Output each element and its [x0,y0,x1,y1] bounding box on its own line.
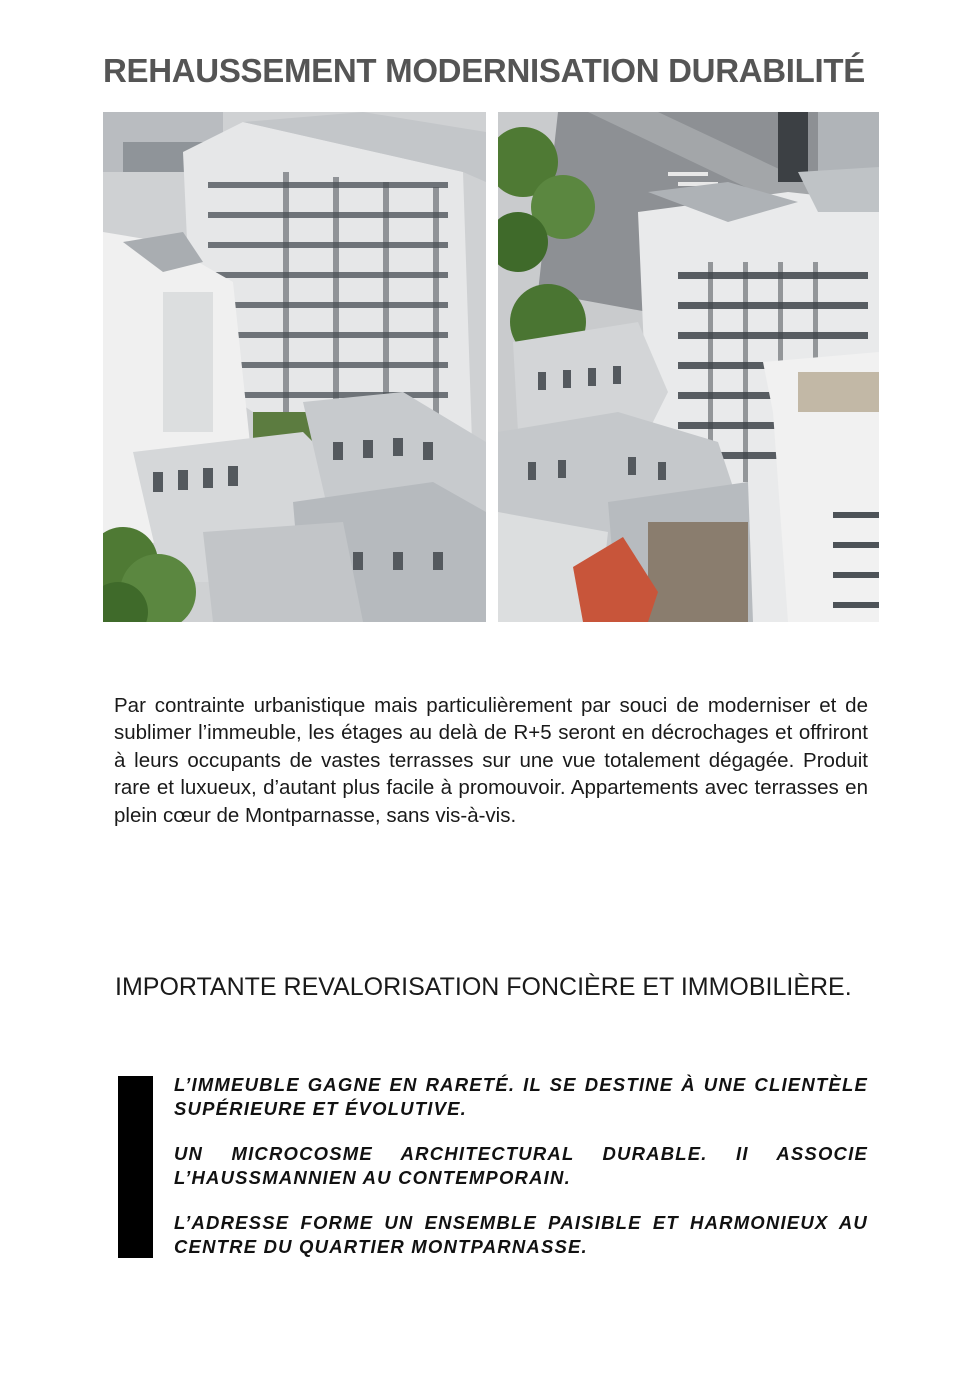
quote-accent-bar [118,1076,153,1258]
body-paragraph: Par contrainte urbanistique mais particulièrement par souci de moderniser et de sublimer l’immeuble, les étages au delà de R+5 seront en décrochages et offriront à leurs occupants de vastes terrasses sur une vue totalement dégagée. Produit rare et luxueux, d’autant plus facile à promouvoir. Appartements avec terrasses en plein cœur de Montparnasse, sans vis-à-vis. [114,694,868,827]
page-title: REHAUSSEMENT MODERNISATION DURABILITÉ [103,52,865,89]
quote-item: L’IMMEUBLE GAGNE EN RARETÉ. IL SE DESTINE À UNE CLIENTÈLE SUPÉRIEURE ET ÉVOLUTIVE. [174,1074,868,1119]
quote-item: UN MICROCOSME ARCHITECTURAL DURABLE. II ASSOCIE L’HAUSSMANNIEN AU CONTEMPORAIN. [174,1143,868,1188]
headline: IMPORTANTE REVALORISATION FONCIÈRE ET IMMOBILIÈRE. [115,973,852,1001]
quote-list [174,1073,868,1280]
quote-item: L’ADRESSE FORME UN ENSEMBLE PAISIBLE ET HARMONIEUX AU CENTRE DU QUARTIER MONTPARNASSE. [174,1212,868,1257]
aerial-building-photo-right [498,112,879,622]
aerial-building-photo-left [103,112,486,622]
aerial-building-photo-right-icon [498,112,879,622]
aerial-building-photo-left-icon [103,112,486,622]
